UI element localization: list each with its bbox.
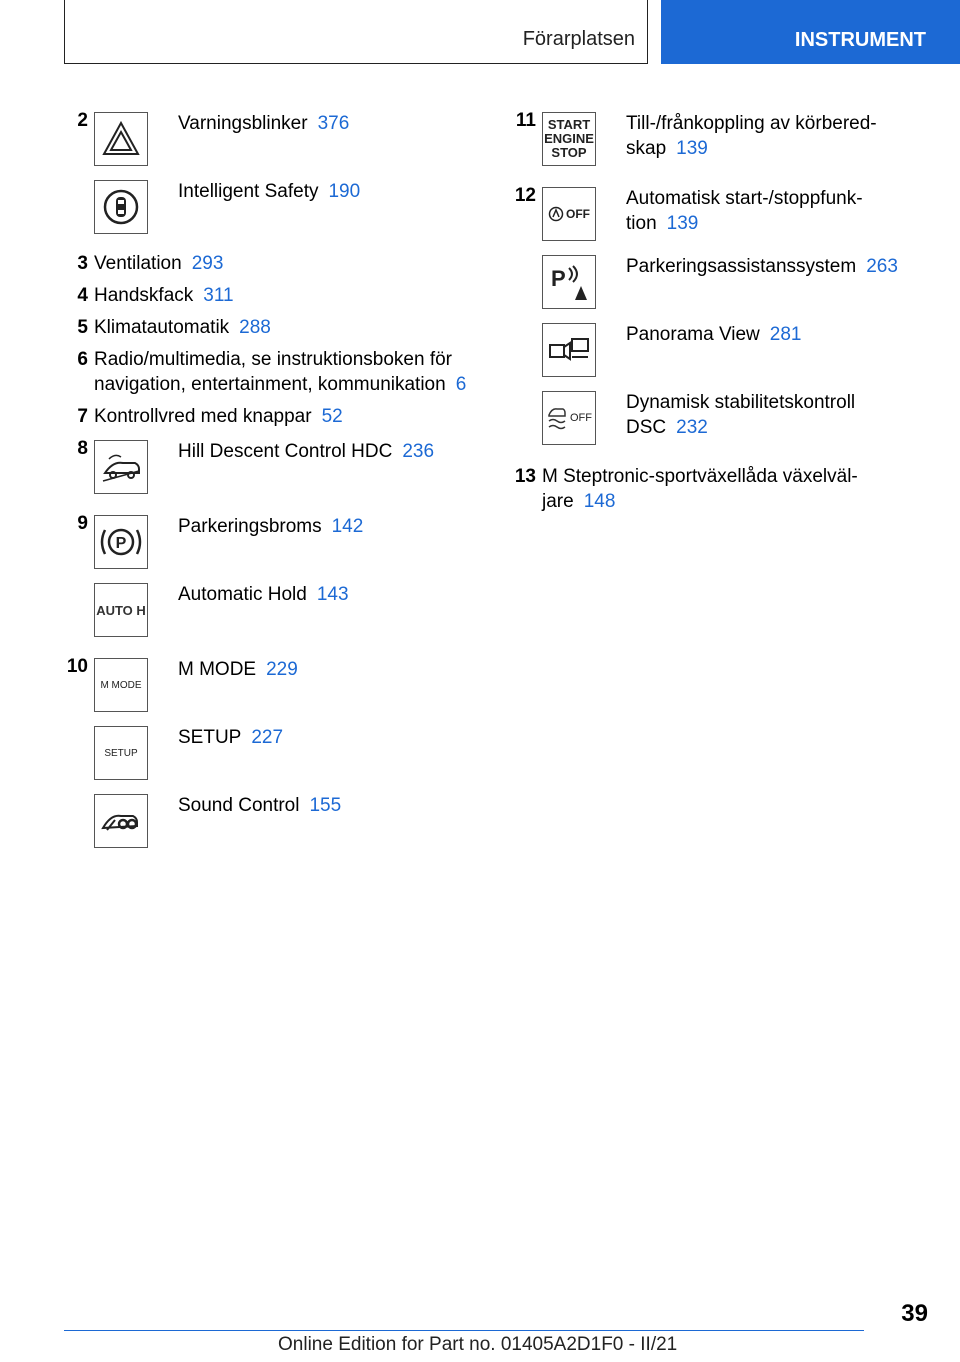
- auto-start-stop-off-icon: [542, 187, 596, 241]
- page-link[interactable]: 155: [309, 795, 342, 816]
- item-number: 13: [514, 466, 536, 487]
- panorama-view-icon: [542, 323, 596, 377]
- item-number: 6: [77, 349, 88, 370]
- item-number: 10: [66, 656, 88, 677]
- icon-text: START: [547, 117, 591, 132]
- page-link[interactable]: 288: [239, 317, 271, 338]
- list-item: [508, 464, 928, 521]
- m-mode-icon: [94, 658, 148, 712]
- intelligent-safety-icon: [94, 180, 148, 234]
- item-label: M MODE: [178, 659, 257, 680]
- page-link[interactable]: 311: [203, 285, 234, 306]
- start-engine-stop-icon: [542, 112, 596, 166]
- list-item: [60, 404, 480, 436]
- list-item: [60, 790, 480, 858]
- item-label: Handskfack: [94, 285, 194, 306]
- item-label: Sound Control: [178, 795, 300, 816]
- auto-hold-icon: [94, 583, 148, 637]
- item-label: Hill Descent Control HDC: [178, 441, 393, 462]
- item-number: 7: [77, 406, 88, 427]
- edition-note: Online Edition for Part no. 01405A2D1F0 - II/21: [278, 1334, 678, 1355]
- section-title: Förarplatsen: [522, 28, 635, 50]
- item-label: Automatic Hold: [178, 584, 307, 605]
- list-item: [60, 176, 480, 251]
- item-label: tion: [626, 213, 657, 234]
- item-number: 4: [77, 285, 88, 306]
- item-label: Automatisk start-/stoppfunk-: [626, 188, 863, 209]
- sound-control-icon: [94, 794, 148, 848]
- parking-brake-icon: [94, 515, 148, 569]
- icon-text: AUTO H: [96, 602, 146, 618]
- page-link[interactable]: 139: [666, 213, 699, 234]
- page-link[interactable]: 229: [266, 659, 298, 680]
- chapter-title: INSTRUMENT: [794, 29, 926, 51]
- item-label: jare: [542, 491, 574, 512]
- list-item: [508, 319, 928, 387]
- icon-text: STOP: [551, 145, 587, 160]
- page-link[interactable]: 293: [191, 253, 224, 274]
- list-item: [60, 315, 480, 347]
- setup-icon: [94, 726, 148, 780]
- list-item: [60, 283, 480, 315]
- list-item: [508, 251, 928, 319]
- item-label: Radio/multimedia, se instruktionsboken för: [94, 349, 453, 370]
- footer-divider: [64, 1330, 864, 1331]
- svg-text:P: P: [551, 266, 566, 291]
- chapter-header: [661, 0, 960, 64]
- list-item: [508, 108, 928, 183]
- item-number: 11: [515, 110, 536, 131]
- icon-text: OFF: [566, 206, 590, 221]
- list-item: [60, 347, 480, 404]
- icon-text: ENGINE: [544, 131, 594, 146]
- page-link[interactable]: 6: [455, 374, 467, 395]
- item-label: Intelligent Safety: [178, 181, 319, 202]
- page-link[interactable]: 142: [331, 516, 364, 537]
- page-link[interactable]: 148: [583, 491, 616, 512]
- page-link[interactable]: 281: [769, 324, 802, 345]
- item-number: 5: [77, 317, 88, 338]
- icon-text: OFF: [570, 411, 592, 424]
- list-item: [60, 722, 480, 790]
- hill-descent-icon: [94, 440, 148, 494]
- item-label: DSC: [626, 417, 667, 438]
- item-label: Parkeringsbroms: [178, 516, 322, 537]
- item-label: Dynamisk stabilitetskontroll: [626, 392, 856, 413]
- page-link[interactable]: 139: [676, 138, 708, 159]
- item-number: 12: [514, 185, 536, 206]
- list-item: [60, 511, 480, 579]
- list-item: [60, 436, 480, 511]
- item-number: 9: [77, 513, 88, 534]
- page-number: 39: [901, 1300, 928, 1327]
- item-label: Klimatautomatik: [94, 317, 230, 338]
- item-label: skap: [626, 138, 667, 159]
- page-link[interactable]: 227: [251, 727, 284, 748]
- list-item: [60, 579, 480, 654]
- item-label: Ventilation: [94, 253, 182, 274]
- page-link[interactable]: 263: [866, 256, 898, 277]
- item-number: 2: [77, 110, 88, 131]
- page-link[interactable]: 143: [316, 584, 349, 605]
- list-item: [60, 251, 480, 283]
- svg-text:P: P: [115, 535, 127, 552]
- list-item: [508, 183, 928, 251]
- item-label: Till-/frånkoppling av körbered-: [626, 113, 877, 134]
- item-number: 3: [77, 253, 88, 274]
- page-link[interactable]: 52: [321, 406, 343, 427]
- item-label: Kontrollvred med knappar: [94, 406, 312, 427]
- dsc-off-icon: [542, 391, 596, 445]
- section-header: [64, 0, 648, 64]
- list-item: [60, 654, 480, 722]
- item-label: M Steptronic-sportväxellåda växelväl-: [542, 466, 858, 487]
- left-column: [60, 108, 480, 858]
- item-label: SETUP: [178, 727, 242, 748]
- right-column: [508, 108, 928, 521]
- list-item: [508, 387, 928, 464]
- item-label: Parkeringsassistanssystem: [626, 256, 857, 277]
- item-label: Varningsblinker: [178, 113, 308, 134]
- list-item: [60, 108, 480, 176]
- icon-text: M MODE: [100, 679, 142, 691]
- page-link[interactable]: 376: [317, 113, 350, 134]
- hazard-warning-icon: [94, 112, 148, 166]
- page-link[interactable]: 236: [402, 441, 435, 462]
- page-link[interactable]: 232: [676, 417, 708, 438]
- item-label: Panorama View: [626, 324, 760, 345]
- parking-assistant-icon: [542, 255, 596, 309]
- page-link[interactable]: 190: [328, 181, 361, 202]
- item-label: navigation, entertainment, kommunikation: [94, 374, 446, 395]
- icon-text: SETUP: [104, 747, 138, 759]
- item-number: 8: [77, 438, 88, 459]
